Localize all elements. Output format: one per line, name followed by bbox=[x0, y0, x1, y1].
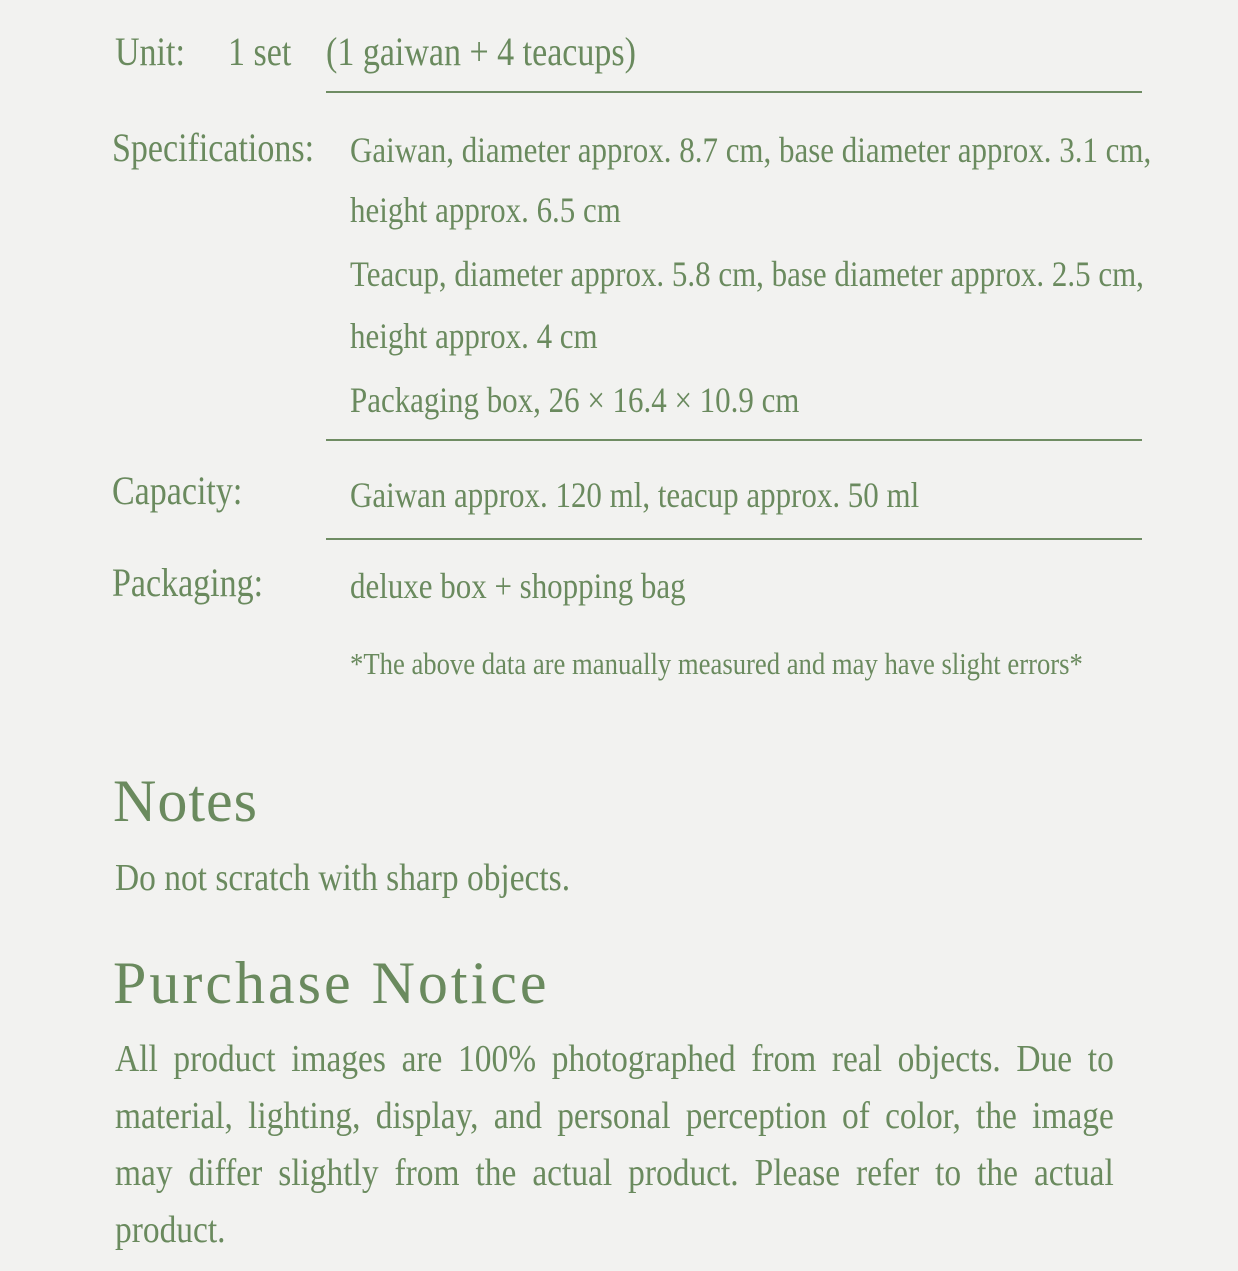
notes-text: Do not scratch with sharp objects. bbox=[115, 857, 571, 899]
spec-line: height approx. 4 cm bbox=[350, 316, 598, 356]
divider-unit bbox=[326, 91, 1142, 93]
purchase-notice-heading: Purchase Notice bbox=[113, 950, 550, 1016]
unit-count: 1 set bbox=[228, 29, 292, 74]
spec-line: Gaiwan, diameter approx. 8.7 cm, base diameter approx. 3.1 cm, bbox=[350, 130, 1152, 170]
spec-line: Packaging box, 26 × 16.4 × 10.9 cm bbox=[350, 380, 800, 420]
unit-label: Unit: bbox=[115, 29, 185, 74]
unit-detail: (1 gaiwan + 4 teacups) bbox=[326, 29, 636, 74]
measurement-disclaimer: *The above data are manually measured and may have slight errors* bbox=[350, 646, 1083, 681]
purchase-notice-text: All product images are 100% photographed from real objects. Due to material, lighting, display, and personal perception of color, the image may differ slightly from the actual product. Please refer to the actual product. bbox=[115, 1038, 1114, 1251]
divider-specifications bbox=[326, 439, 1142, 441]
packaging-value: deluxe box + shopping bag bbox=[350, 566, 686, 606]
divider-capacity bbox=[326, 538, 1142, 540]
capacity-value: Gaiwan approx. 120 ml, teacup approx. 50 ml bbox=[350, 475, 920, 515]
packaging-label: Packaging: bbox=[112, 560, 264, 605]
capacity-label: Capacity: bbox=[112, 468, 243, 513]
spec-line: height approx. 6.5 cm bbox=[350, 190, 621, 230]
specifications-label: Specifications: bbox=[112, 125, 315, 170]
notes-heading: Notes bbox=[113, 768, 258, 834]
spec-line: Teacup, diameter approx. 5.8 cm, base diameter approx. 2.5 cm, bbox=[350, 254, 1144, 294]
